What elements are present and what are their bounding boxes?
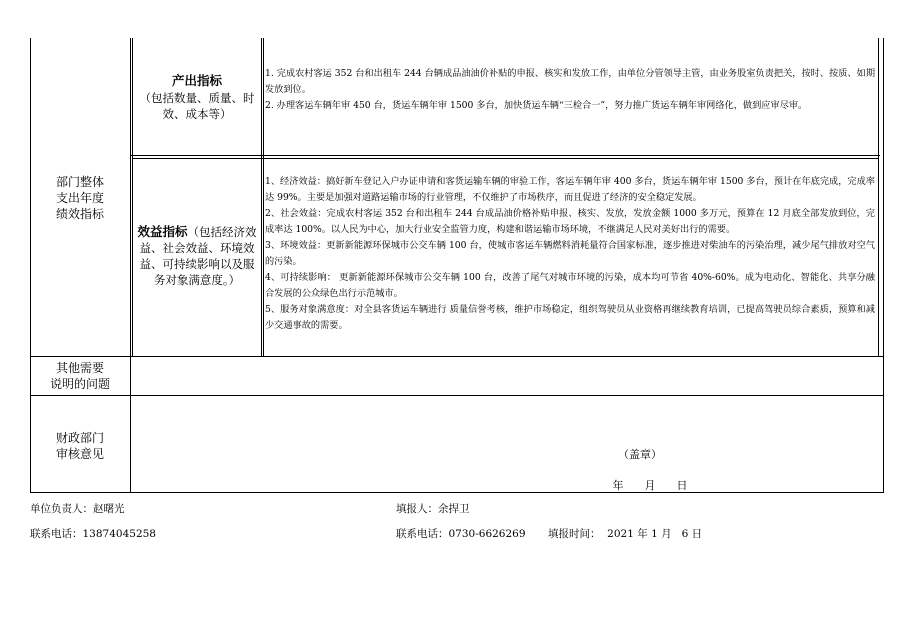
benefit-indicator-label xyxy=(134,224,260,288)
benefit-line: 2、社会效益：完成农村客运 352 台和出租车 244 台成品油价格补贴申报、核实、发放，发放金额 1000 多万元，预算在 12 月底全部发放到位，完成率达 100%。以人民为中心，加大行业安全监管力度，构建和谐运输市场环境，不继满足人民对美好出行的需要。 xyxy=(265,208,875,235)
benefit-line: 3、环境效益：更新新能源环保城市公交车辆 100 台，使城市客运车辆燃料消耗量符合国家标准，逐步推进对柴油车的污染治理，减少尾气排放对空气的污染。 xyxy=(265,240,875,267)
output-indicator-content xyxy=(265,66,875,114)
benefit-line: 5、服务对象满意度：对全县客货运车辆进行 质量信誉考核，维护市场稳定，组织驾驶员从业资格再继续教育培训，已提高驾驶员综合素质，预算和减少交通事故的需要。 xyxy=(265,304,875,331)
date-row: 年 月 日 xyxy=(612,479,688,492)
grid-line xyxy=(30,356,884,357)
output-indicator-title: 产出指标 xyxy=(171,73,222,88)
output-indicator-label xyxy=(134,73,260,122)
other-issues-label: 其他需要 说明的问题 xyxy=(49,361,110,391)
section-label: 部门整体 支出年度 绩效指标 xyxy=(55,175,104,221)
output-line: 2. 办理客运车辆年审 450 台，货运车辆年审 1500 多台，加快货运车辆“三检合一”，努力推广货运车辆年审网络化，做到应审尽审。 xyxy=(265,100,808,111)
unit-head: 单位负责人：赵曙光 xyxy=(30,503,125,515)
grid-line xyxy=(130,155,880,156)
benefit-line: 1、经济效益：搞好新车登记入户办证申请和客货运输车辆的审验工作，客运车辆年审 400 多台，货运车辆年审 1500 多台，预计在年底完成，完成率达 99%。主要是加强对道路运输市场的行业管理，不仅维护了市场秩序，而且促进了经济的安全稳定发展。 xyxy=(265,176,875,203)
grid-line xyxy=(132,38,133,356)
grid-line xyxy=(30,395,884,396)
seal-text: （盖章） xyxy=(618,448,662,461)
fill-time: 填报时间： 2021 年 1 月 6 日 xyxy=(548,528,703,540)
filler: 填报人：余捍卫 xyxy=(396,503,470,515)
grid-line xyxy=(130,38,131,493)
grid-line xyxy=(878,38,879,356)
finance-review-label: 财政部门 审核意见 xyxy=(55,431,104,461)
output-indicator-subtitle: （包括数量、质量、时效、成本等） xyxy=(139,91,255,121)
benefit-line: 4、可持续影响： 更新新能源环保城市公交车辆 100 台，改善了尾气对城市环境的污染，成本均可节省 40%-60%。成为电动化、智能化、共享分融合发展的公众绿色出行示范城市。 xyxy=(265,272,875,299)
benefit-indicator-content xyxy=(265,174,875,334)
benefit-indicator-title: 效益指标 xyxy=(137,224,188,239)
unit-phone: 联系电话：13874045258 xyxy=(30,528,156,540)
grid-line xyxy=(263,38,264,356)
benefit-indicator-subtitle: （包括经济效益、社会效益、环境效益、可持续影响以及服务对象满意度。） xyxy=(139,225,257,287)
output-line: 1. 完成农村客运 352 台和出租车 244 台辆成品油油价补贴的申报、核实和发放工作，由单位分管领导主管，由业务股室负责把关，按时、按质、如期发放到位。 xyxy=(265,68,875,95)
grid-line xyxy=(261,38,262,356)
filler-phone: 联系电话：0730-6626269 xyxy=(396,528,526,540)
grid-line xyxy=(132,158,878,159)
